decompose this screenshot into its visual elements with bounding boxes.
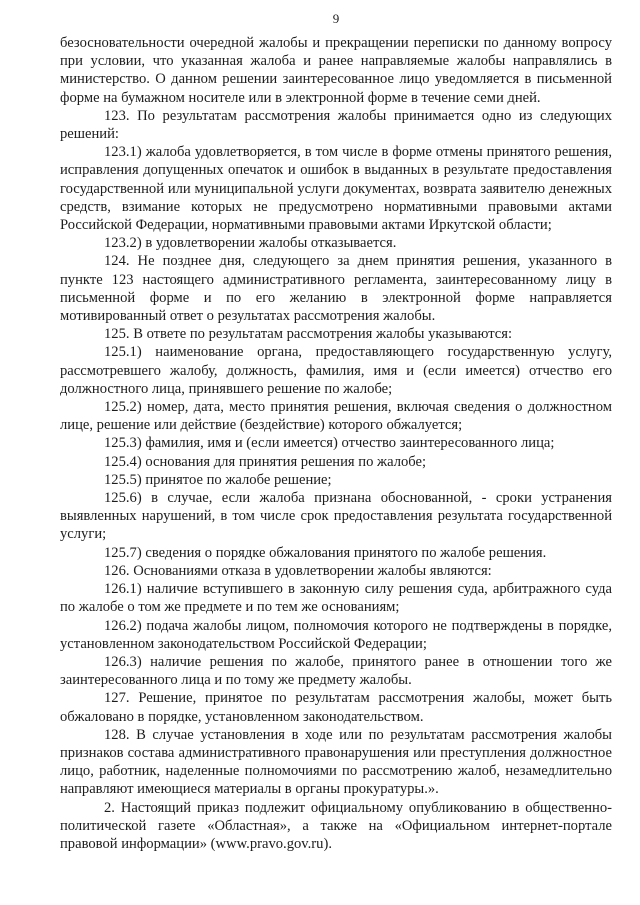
paragraph: 127. Решение, принятое по результатам рассмотрения жалобы, может быть обжаловано в порядке, установленном законодательством. (60, 690, 612, 725)
paragraph: 125.5) принятое по жалобе решение; (104, 471, 332, 488)
paragraph: 126.2) подача жалобы лицом, полномочия которого не подтверждены в порядке, установленном законодательством Российской Федерации; (60, 617, 612, 652)
paragraph: 125.4) основания для принятия решения по жалобе; (104, 453, 427, 470)
paragraph: 128. В случае установления в ходе или по результатам рассмотрения жалобы признаков состава административного правонарушения или преступления должностное лицо, работник, наделенные полномочиями по рассмотрению жалоб, незамедлительно направляют имеющиеся материалы в органы прокуратуры.». (60, 726, 612, 798)
paragraph: 124. Не позднее дня, следующего за днем принятия решения, указанного в пункте 123 настоящего административного регламента, заинтересованному лицу в письменной форме и по его желанию в электронной форме направляется мотивированный ответ о результатах рассмотрения жалобы. (60, 253, 612, 325)
paragraph: 123.1) жалоба удовлетворяется, в том числе в форме отмены принятого решения, исправления допущенных опечаток и ошибок в выданных в результате предоставления государственной или муниципальной услуги документах, возврата заявителю денежных средств, взимание которых не предусмотрено нормативными правовыми актами Российской Федерации, нормативными правовыми актами Иркутской области; (60, 144, 612, 234)
paragraph: 126. Основаниями отказа в удовлетворении жалобы являются: (104, 562, 492, 579)
paragraph: 125.3) фамилия, имя и (если имеется) отчество заинтересованного лица; (104, 435, 555, 452)
document-body (60, 34, 612, 853)
paragraph: 125. В ответе по результатам рассмотрения жалобы указываются: (104, 326, 513, 343)
paragraph: 125.2) номер, дата, место принятия решения, включая сведения о должностном лице, решение или действие (бездействие) которого обжалуется; (60, 399, 612, 434)
paragraph: 125.7) сведения о порядке обжалования принятого по жалобе решения. (104, 544, 547, 561)
paragraph: 123.2) в удовлетворении жалобы отказывается. (104, 235, 397, 252)
paragraph: 125.6) в случае, если жалоба признана обоснованной, - сроки устранения выявленных нарушений, в том числе срок предоставления результата государственной услуги; (60, 490, 612, 543)
paragraph: 126.1) наличие вступившего в законную силу решения суда, арбитражного суда по жалобе о том же предмете и по тем же основаниям; (60, 581, 612, 616)
paragraph: 126.3) наличие решения по жалобе, принятого ранее в отношении того же заинтересованного лица и по тому же предмету жалобы. (60, 653, 612, 689)
paragraph: 125.1) наименование органа, предоставляющего государственную услугу, рассмотревшего жалобу, должность, фамилия, имя и (если имеется) отчество его должностного лица, принявшего решение по жалобе; (60, 344, 612, 397)
paragraph: 123. По результатам рассмотрения жалобы принимается одно из следующих решений: (60, 107, 612, 143)
paragraph: безосновательности очередной жалобы и прекращении переписки по данному вопросу при условии, что указанная жалоба и ранее направляемые жалобы направлялись в министерство. О данном решении заинтересованное лицо уведомляется в письменной форме на бумажном носителе или в электронной форме в течение семи дней. (60, 35, 612, 106)
page-number: 9 (332, 11, 340, 26)
paragraph: 2. Настоящий приказ подлежит официальному опубликованию в общественно-политической газете «Областная», а также на «Официальном интернет-портале правовой информации» (www.pravo.gov.ru). (60, 799, 612, 852)
